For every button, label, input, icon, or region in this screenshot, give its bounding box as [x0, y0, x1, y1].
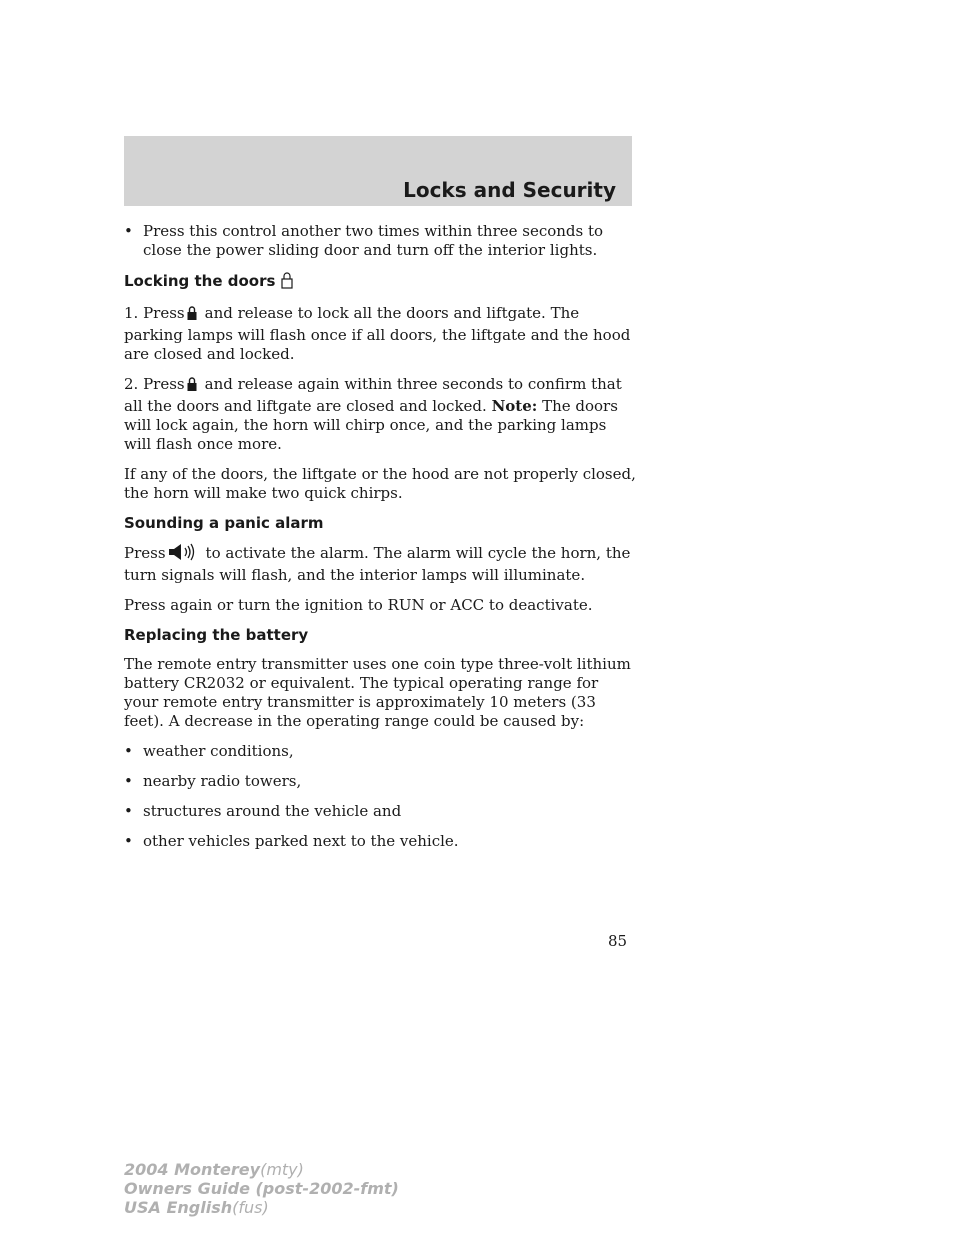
note-label: Note:	[491, 397, 538, 415]
bullet-dot: •	[124, 772, 133, 790]
panic-text: to activate the alarm. The alarm will cycle the horn, the turn signals will flash, and the interior lamps will illuminate.	[124, 544, 631, 584]
bullet-dot: •	[124, 802, 133, 820]
bullet-text: other vehicles parked next to the vehicle.	[143, 832, 459, 850]
step-1-prefix: 1. Press	[124, 304, 185, 322]
list-item	[124, 222, 636, 260]
heading-text: Locking the doors	[124, 272, 276, 290]
bullet-text: nearby radio towers,	[143, 772, 302, 790]
heading-locking-doors	[124, 271, 636, 294]
panic-press	[124, 543, 636, 585]
footer	[124, 1160, 399, 1217]
footer-language: USA English	[124, 1198, 233, 1217]
bullet-dot: •	[124, 742, 133, 760]
step-2-prefix: 2. Press	[124, 375, 185, 393]
section-header	[124, 136, 632, 206]
bullet-text: weather conditions,	[143, 742, 294, 760]
footer-line-3	[124, 1198, 399, 1217]
footer-line-2: Owners Guide (post-2002-fmt)	[124, 1179, 399, 1198]
bullet-dot: •	[124, 222, 133, 240]
panic-prefix: Press	[124, 544, 166, 562]
list-item	[124, 742, 636, 761]
footer-model: 2004 Monterey	[124, 1160, 261, 1179]
page-number: 85	[608, 932, 628, 950]
panic-deactivate: Press again or turn the ignition to RUN or ACC to deactivate.	[124, 596, 593, 614]
heading-replacing-battery: Replacing the battery	[124, 626, 309, 644]
lock-solid-icon	[187, 305, 197, 326]
causes-list	[124, 742, 636, 851]
footer-language-code: (fus)	[232, 1198, 269, 1217]
horn-icon	[168, 543, 198, 566]
lock-solid-icon	[187, 376, 197, 397]
step-1	[124, 304, 636, 364]
bullet-text: Press this control another two times within three seconds to close the power sliding door and turn off the interior lights.	[143, 222, 604, 259]
footer-line-1	[124, 1160, 399, 1179]
note-text: The doors will lock again, the horn will chirp once, and the parking lamps will flash once more.	[124, 397, 618, 453]
locking-warning: If any of the doors, the liftgate or the hood are not properly closed, the horn will make two quick chirps.	[124, 465, 636, 502]
footer-model-code: (mty)	[260, 1160, 304, 1179]
list-item	[124, 772, 636, 791]
step-1-text: and release to lock all the doors and liftgate. The parking lamps will flash once if all doors, the liftgate and the hood are closed and locked.	[124, 304, 631, 363]
list-item	[124, 832, 636, 851]
heading-panic-alarm: Sounding a panic alarm	[124, 514, 324, 532]
bullet-dot: •	[124, 832, 133, 850]
battery-text: The remote entry transmitter uses one coin type three-volt lithium battery CR2032 or equivalent. The typical operating range for your remote entry transmitter is approximately 10 meters (33 feet). A decrease in the operating range could be caused by:	[124, 655, 631, 730]
page-content	[124, 222, 636, 862]
bullet-text: structures around the vehicle and	[143, 802, 402, 820]
step-2-text: and release again within three seconds to confirm that all the doors and liftgate are closed and locked.	[124, 375, 622, 415]
section-title: Locks and Security	[403, 178, 616, 202]
lock-outline-icon	[281, 271, 293, 294]
list-item	[124, 802, 636, 821]
step-2	[124, 375, 636, 454]
